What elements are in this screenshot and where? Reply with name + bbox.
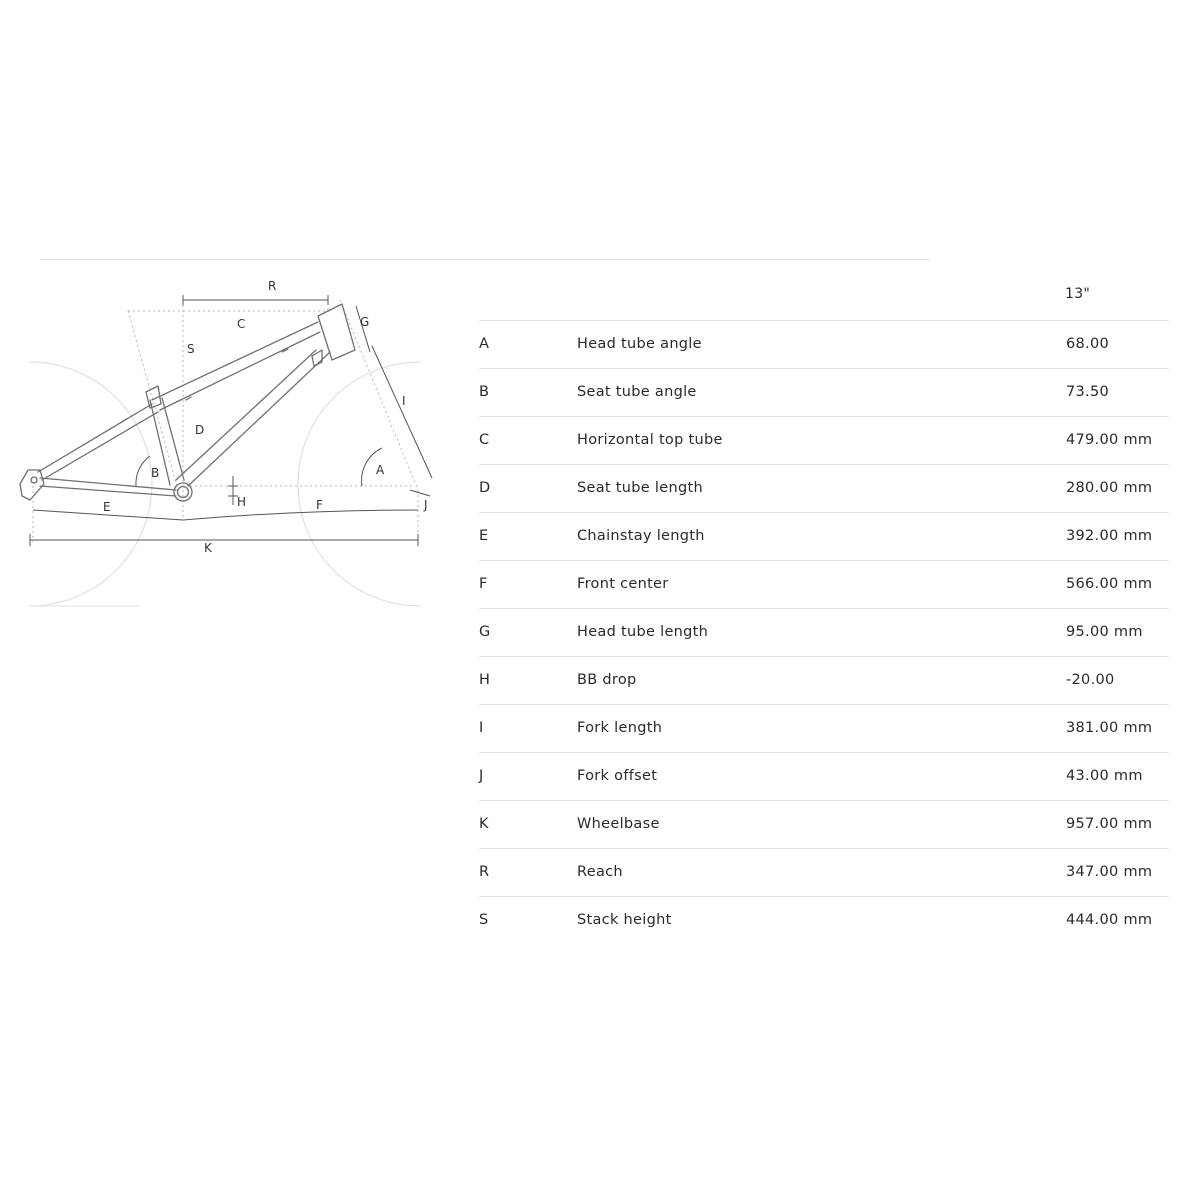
label-k: K [204, 541, 212, 555]
table-row [479, 705, 1169, 753]
row-code: C [479, 432, 490, 448]
row-value: 73.50 [1066, 384, 1110, 400]
size-column-header: 13" [1065, 286, 1091, 302]
table-row [479, 369, 1169, 417]
row-label: Front center [577, 576, 669, 592]
rear-wheel [30, 362, 152, 606]
label-e: E [103, 500, 111, 514]
row-label: Seat tube length [577, 480, 703, 496]
table-row [479, 657, 1169, 705]
row-label: Fork length [577, 720, 663, 736]
row-code: I [479, 720, 484, 736]
label-s: S [187, 342, 195, 356]
row-label: Head tube length [577, 624, 709, 640]
label-r: R [268, 279, 277, 293]
row-label: Wheelbase [577, 816, 660, 832]
geometry-table [479, 272, 1169, 944]
row-code: K [479, 816, 489, 832]
label-g: G [360, 315, 370, 329]
table-row [479, 801, 1169, 849]
table-row [479, 609, 1169, 657]
table-row [479, 321, 1169, 369]
row-code: A [479, 336, 490, 352]
table-header [479, 272, 1169, 321]
row-label: Horizontal top tube [577, 432, 723, 448]
row-value: 68.00 [1066, 336, 1110, 352]
label-h: H [237, 495, 247, 509]
dimension-labels [103, 279, 428, 555]
label-d: D [195, 423, 205, 437]
row-value: -20.00 [1066, 672, 1115, 688]
label-i: I [402, 394, 406, 408]
bike-frame [20, 304, 355, 501]
row-label: Reach [577, 864, 623, 880]
row-value: 347.00 mm [1066, 864, 1153, 880]
table-row [479, 513, 1169, 561]
row-code: F [479, 576, 488, 592]
row-value: 444.00 mm [1066, 912, 1153, 928]
row-code: B [479, 384, 490, 400]
frame-geometry-svg [0, 270, 470, 620]
table-row [479, 465, 1169, 513]
row-label: Fork offset [577, 768, 658, 784]
row-label: Chainstay length [577, 528, 705, 544]
table-row [479, 417, 1169, 465]
guide-lines [33, 298, 418, 542]
label-f: F [316, 498, 323, 512]
row-code: J [479, 768, 484, 784]
row-label: Seat tube angle [577, 384, 697, 400]
label-b: B [151, 466, 160, 480]
row-value: 280.00 mm [1066, 480, 1153, 496]
table-body [479, 321, 1169, 944]
row-value: 566.00 mm [1066, 576, 1153, 592]
row-code: E [479, 528, 489, 544]
top-divider [40, 259, 930, 260]
table-row [479, 849, 1169, 897]
row-label: BB drop [577, 672, 637, 688]
table-row [479, 753, 1169, 801]
row-code: H [479, 672, 491, 688]
row-label: Head tube angle [577, 336, 702, 352]
row-code: R [479, 864, 490, 880]
row-label: Stack height [577, 912, 672, 928]
label-a: A [376, 463, 385, 477]
label-j: J [424, 498, 428, 512]
table-row [479, 897, 1169, 944]
table-row [479, 561, 1169, 609]
row-value: 381.00 mm [1066, 720, 1153, 736]
row-value: 392.00 mm [1066, 528, 1153, 544]
row-code: D [479, 480, 491, 496]
row-code: S [479, 912, 489, 928]
dimension-lines [30, 295, 432, 546]
row-value: 95.00 mm [1066, 624, 1143, 640]
row-value: 957.00 mm [1066, 816, 1153, 832]
frame-geometry-diagram [0, 270, 470, 620]
row-value: 43.00 mm [1066, 768, 1143, 784]
row-value: 479.00 mm [1066, 432, 1153, 448]
row-code: G [479, 624, 491, 640]
label-c: C [237, 317, 246, 331]
